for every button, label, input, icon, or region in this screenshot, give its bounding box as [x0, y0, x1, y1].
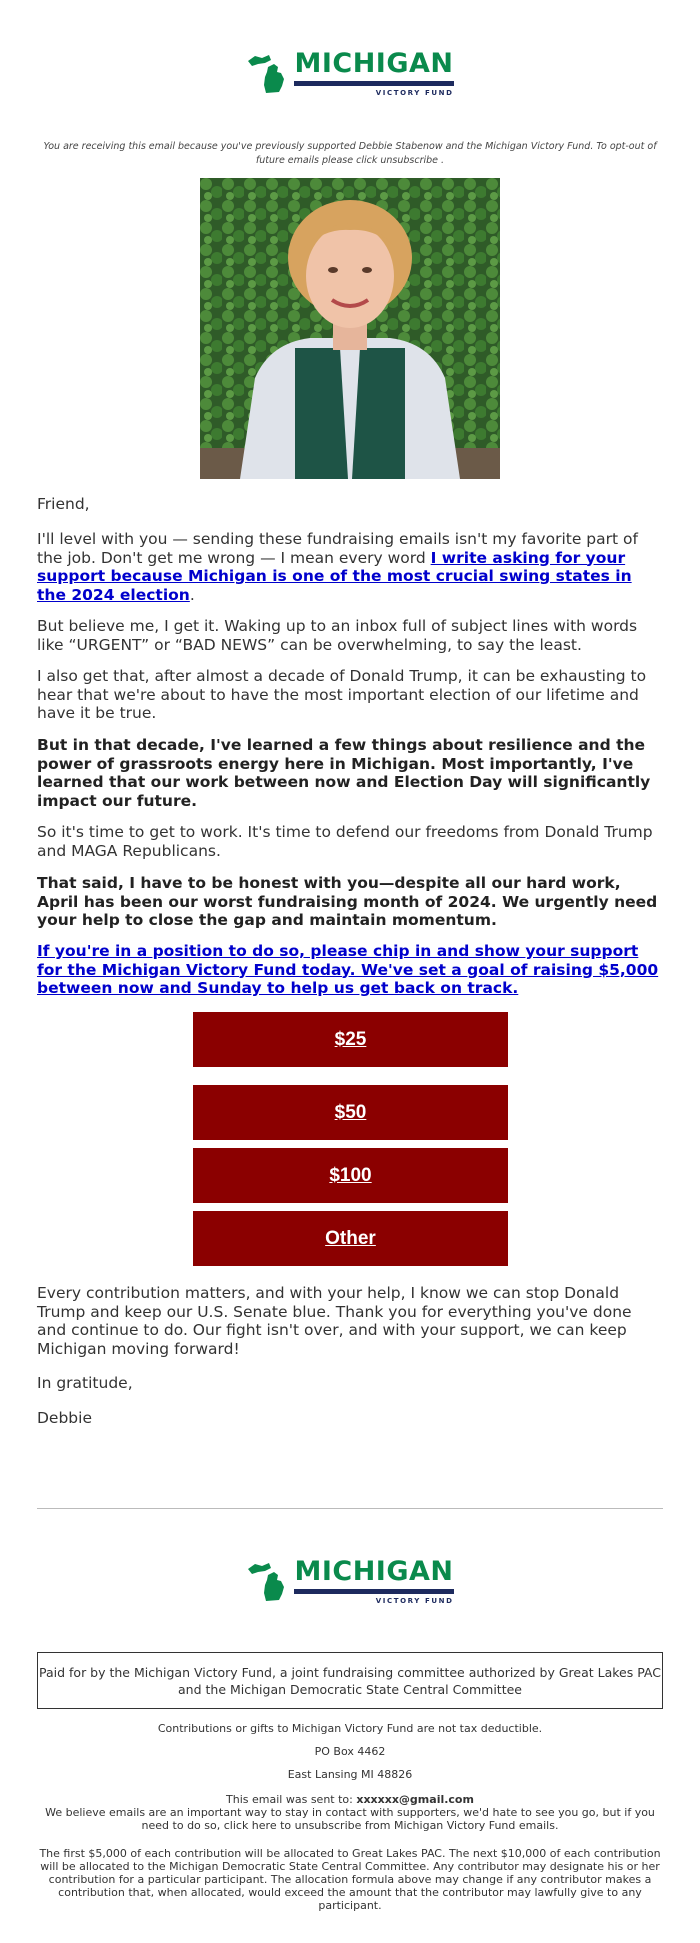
paragraph-1-text: I'll level with you — sending these fundraising emails isn't my favorite part of the job. Don't get me wrong — I mean every word [37, 530, 638, 567]
donate-50-button[interactable]: $50 [193, 1085, 508, 1140]
logo-subtitle: VICTORY FUND [375, 1597, 454, 1605]
paragraph-6: That said, I have to be honest with you—despite all our hard work, April has been our worst fundraising month of 2024. We urgently need your help to close the gap and maintain momentum. [37, 874, 658, 929]
chip-in-link[interactable]: If you're in a position to do so, please chip in and show your support for the Michigan Victory Fund today. We've set a goal of raising $5,000 between now and Sunday to help us get back on track. [37, 942, 659, 997]
city-address: East Lansing MI 48826 [287, 1768, 413, 1781]
unsubscribe-notice-text[interactable]: We believe emails are an important way to stay in contact with supporters, we'd hate to see you go, but if you need to do so, click here to unsubscribe from Michigan Victory Fund emails. [45, 1806, 655, 1832]
sent-to-line [37, 1793, 663, 1806]
unsubscribe-link[interactable]: unsubscribe [380, 155, 439, 166]
logo-name: MICHIGAN [294, 1556, 454, 1587]
donate-100-button[interactable]: $100 [193, 1148, 508, 1203]
signature: Debbie [37, 1409, 92, 1427]
paragraph-4: But in that decade, I've learned a few things about resilience and the power of grassroots energy here in Michigan. Most importantly, I've learned that our work between now and Election Day will significantly impact our future. [37, 736, 651, 810]
recipient-email: xxxxxx@gmail.com [356, 1793, 474, 1806]
logo-name: MICHIGAN [294, 48, 454, 79]
footer-logo[interactable] [0, 1558, 700, 1605]
disclaimer-text: You are receiving this email because you've previously supported Debbie Stabenow and the Michigan Victory Fund. To opt-out of future emails please click [43, 141, 657, 166]
donate-25-button[interactable]: $25 [193, 1012, 508, 1067]
sent-to-label: This email was sent to: [226, 1793, 357, 1806]
logo-subtitle: VICTORY FUND [375, 89, 454, 97]
paragraph-1 [37, 530, 663, 604]
michigan-map-icon [246, 52, 290, 96]
paragraph-7 [37, 942, 663, 998]
tax-notice: Contributions or gifts to Michigan Victory Fund are not tax deductible. [157, 1722, 543, 1735]
paragraph-3: I also get that, after almost a decade of Donald Trump, it can be exhausting to hear that we're about to have the most important election of our lifetime and have it be true. [37, 667, 647, 722]
candidate-photo [200, 178, 500, 479]
unsubscribe-notice[interactable] [37, 1806, 663, 1832]
michigan-map-icon [246, 1560, 290, 1604]
paid-for-disclaimer: Paid for by the Michigan Victory Fund, a joint fundraising committee authorized by Great Lakes PAC and the Michigan Democratic State Central Committee [37, 1652, 663, 1709]
paragraph-2: But believe me, I get it. Waking up to an inbox full of subject lines with words like “URGENT” or “BAD NEWS” can be overwhelming, to say the least. [37, 617, 638, 654]
closing-paragraph: Every contribution matters, and with your help, I know we can stop Donald Trump and keep our U.S. Senate blue. Thank you for everything you've done and continue to do. Our fight isn't over, and with your support, we can keep Michigan moving forward! [37, 1284, 632, 1358]
paragraph-1-end: . [189, 585, 195, 604]
divider [37, 1508, 663, 1509]
po-box: PO Box 4462 [314, 1745, 386, 1758]
disclaimer-end: . [438, 155, 445, 166]
opt-out-disclaimer [38, 140, 662, 168]
support-link[interactable]: I write asking for your support because Michigan is one of the most crucial swing states in the 2024 election [37, 548, 632, 604]
signoff: In gratitude, [37, 1374, 133, 1392]
greeting: Friend, [37, 495, 90, 513]
logo-underline [294, 81, 453, 86]
allocation-notice: The first $5,000 of each contribution will be allocated to Great Lakes PAC. The next $10,000 of each contribution will be allocated to the Michigan Democratic State Central Committee. Any contributor may designate his or her contribution for a particular participant. The allocation formula above may change if any contributor makes a contribution that, when allocated, would exceed the amount that the contributor may lawfully give to any participant. [39, 1847, 661, 1912]
header-logo[interactable] [0, 50, 700, 97]
paragraph-5: So it's time to get to work. It's time to defend our freedoms from Donald Trump and MAGA Republicans. [37, 823, 653, 860]
donate-other-button[interactable]: Other [193, 1211, 508, 1266]
logo-underline [294, 1589, 453, 1594]
